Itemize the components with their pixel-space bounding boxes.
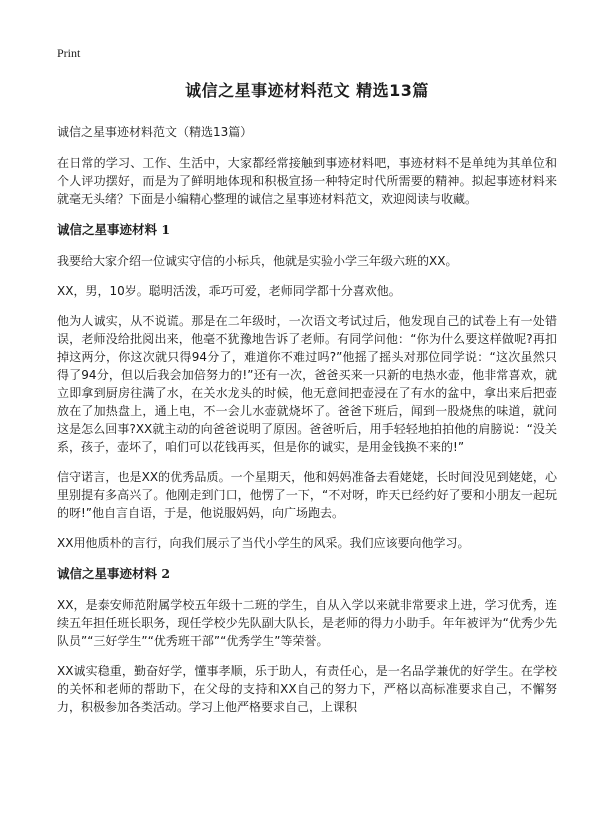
section1-paragraph-2: XX，男，10岁。聪明活泼，乖巧可爱，老师同学都十分喜欢他。 [57,284,401,298]
section-heading-1: 诚信之星事迹材料 1 [57,222,171,237]
section1-paragraph-3: 他为人诚实，从不说谎。那是在二年级时，一次语文考试过后，他发现自己的试卷上有一处错误，老师没给批阅出来，他毫不犹豫地告诉了老师。有同学问他：“你为什么要这样做呢?再扣掉这两分，你这次就只得94分了，难道你不难过吗?”他摇了摇头对那位同学说：“这次虽然只得了94分，但以后我会加倍努力的!”还有一次，爸爸买来一只新的电热水壶，他非常喜欢，就立即拿到厨房往满了水，在关水龙头的时候，他无意间把壶浸在了有水的盆中，拿出来后把壶放在了加热盘上，通上电，不一会儿水壶就烧坏了。爸爸下班后，闻到一股烧焦的味道，就问这是怎么回事?XX就主动的向爸爸说明了原因。爸爸听后，用手轻轻地拍拍他的肩膀说：“没关系，孩子，壶坏了，咱们可以花钱再买，但是你的诚实，是用金钱换不来的!” [57,314,557,454]
print-link[interactable]: Print [57,46,81,60]
document [57,78,557,728]
section1-paragraph-4: 信守诺言，也是XX的优秀品质。一个星期天，他和妈妈准备去看姥姥，长时间没见到姥姥，心里别提有多高兴了。他刚走到门口，他愣了一下，“不对呀，昨天已经约好了要和小朋友一起玩的呀!”他自言自语，于是，他说服妈妈，向广场跑去。 [57,470,557,520]
section2-paragraph-1: XX，是泰安师范附属学校五年级十二班的学生，自从入学以来就非常要求上进，学习优秀，连续五年担任班长职务，现任学校少先队副大队长，是老师的得力小助手。年年被评为“优秀少先队员”“三好学生”“优秀班干部”“优秀学生”等荣誉。 [57,598,557,648]
section-heading-2: 诚信之星事迹材料 2 [57,566,171,581]
document-subtitle: 诚信之星事迹材料范文（精选13篇） [57,125,253,139]
intro-paragraph: 在日常的学习、工作、生活中，大家都经常接触到事迹材料吧，事迹材料不是单纯为其单位和个人评功摆好，而是为了鲜明地体现和积极宣扬一种特定时代所需要的精神。拟起事迹材料来就毫无头绪？下面是小编精心整理的诚信之星事迹材料范文，欢迎阅读与收藏。 [57,156,557,206]
page-title: 诚信之星事迹材料范文 精选13篇 [185,81,429,100]
section2-paragraph-2: XX诚实稳重，勤奋好学，懂事孝顺，乐于助人，有责任心，是一名品学兼优的好学生。在学校的关怀和老师的帮助下，在父母的支持和XX自己的努力下，严格以高标准要求自己，不懈努力，积极参加各类活动。学习上他严格要求自己，上课积 [57,664,557,714]
section1-paragraph-5: XX用他质朴的言行，向我们展示了当代小学生的风采。我们应该要向他学习。 [57,536,470,550]
section1-paragraph-1: 我要给大家介绍一位诚实守信的小标兵，他就是实验小学三年级六班的XX。 [57,254,458,268]
